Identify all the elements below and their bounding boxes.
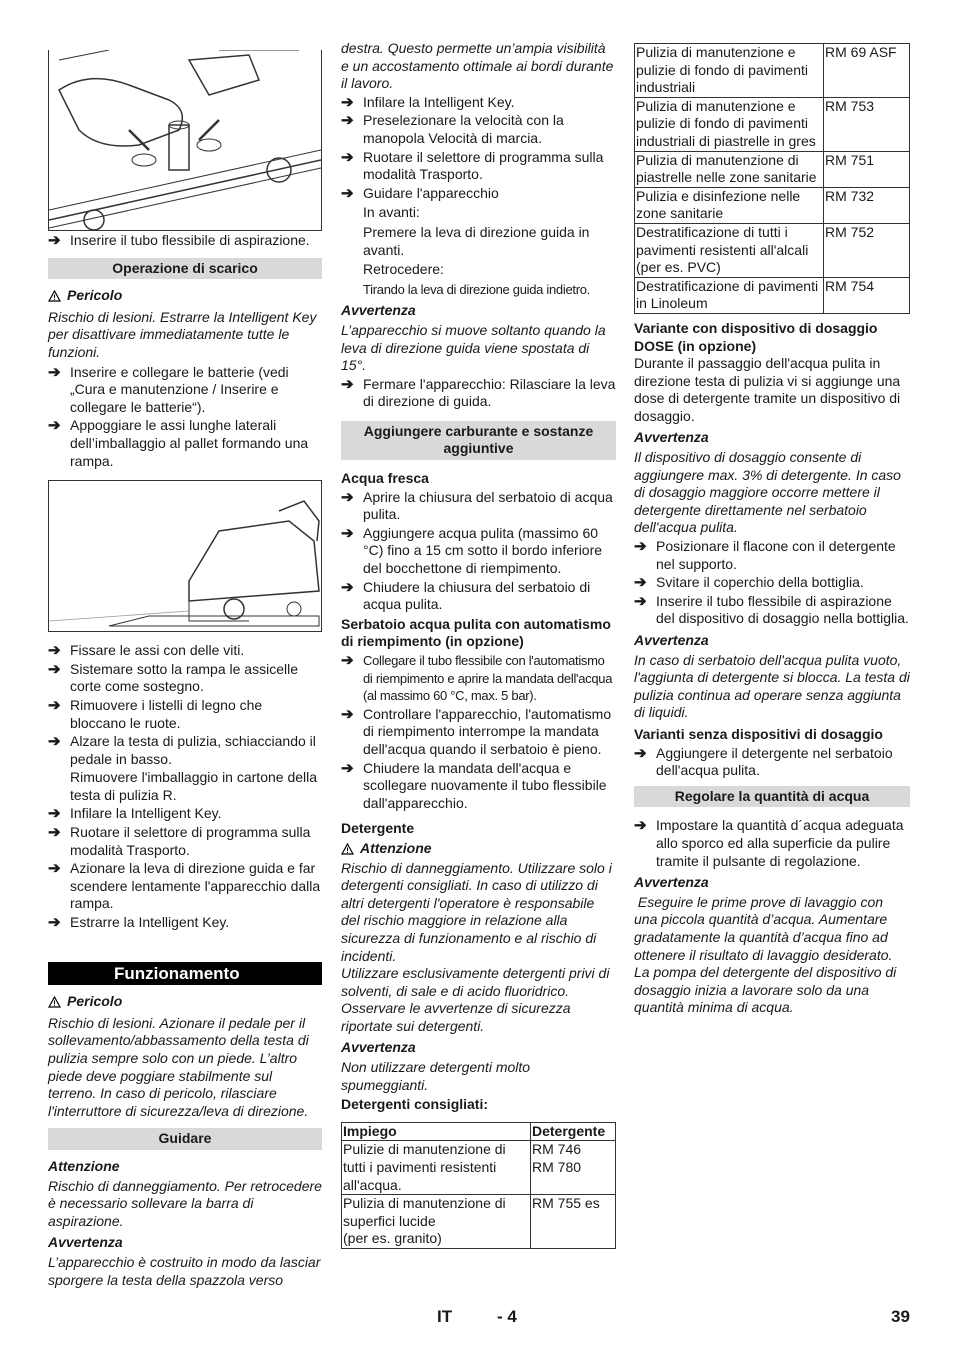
- arrow-icon: ➔: [48, 733, 61, 751]
- body-text: Durante il passaggio dell'acqua pulita in direzione testa di pulizia vi si aggiunge una dose di detergente tramite un dispositivo di dosaggio.: [634, 355, 901, 424]
- warning-triangle-icon: [341, 843, 354, 855]
- step-item: ➔ Controllare l'apparecchio, l'automatismo di riempimento interrompe la mandata dell'acqua quando il serbatoio è pieno.: [341, 705, 612, 757]
- step-item: ➔ Impostare la quantità d´acqua adeguata allo sporco ed alla superficie da pulire tramite il pulsante di regolazione.: [634, 817, 904, 869]
- note-text: Rischio di danneggiamento. Per retrocedere è necessario sollevare la barra di aspirazione.: [48, 1177, 322, 1229]
- figure-machine-ramp: [48, 480, 322, 632]
- note-heading: Avvertenza: [634, 874, 709, 891]
- note-text: destra. Questo permette un’ampia visibilità e un accostamento ottimale ai bordi durante il lavoro.: [341, 40, 614, 92]
- step-item: ➔ Aggiungere il detergente nel serbatoio dell'acqua pulita.: [634, 744, 893, 779]
- warning-triangle-icon: [48, 290, 61, 302]
- step-item: ➔ Appoggiare le assi lunghe laterali dell’imballaggio al pallet formando una rampa.: [48, 417, 309, 469]
- step-item: ➔ Inserire il tubo flessibile di aspirazione.: [48, 232, 310, 249]
- detergent-table-continued: [634, 43, 910, 314]
- step-item: ➔ Sistemare sotto la rampa le assicelle corte come sostegno.: [48, 660, 298, 695]
- table-cell: Destratificazione di pavimenti in Linoleum: [635, 277, 824, 313]
- arrow-icon: ➔: [634, 817, 647, 835]
- column-right: [634, 43, 910, 1017]
- step-item: ➔ Guidare l'apparecchio: [341, 184, 499, 202]
- warning-text: Rischio di lesioni. Azionare il pedale per il sollevamento/abbassamento della testa di pulizia sempre solo con un piede. L’altro piede deve poggiare stabilmente sul terreno. In caso di pericolo, rilasciare l'interruttore di sicurezza/leva di direzione.: [48, 1014, 309, 1119]
- table-header-row: [342, 1122, 616, 1141]
- arrow-icon: ➔: [48, 417, 61, 435]
- warning-text: Osservare le avvertenze di sicurezza riportate sui detergenti.: [341, 1000, 571, 1034]
- step-item: ➔ Rimuovere i listelli di legno che bloccano le ruote.: [48, 696, 263, 731]
- step-item: ➔ Ruotare il selettore di programma sulla modalità Trasporto.: [341, 148, 604, 183]
- warning-text: Rischio di lesioni. Estrarre la Intelligent Key per disattivare immediatamente tutte le funzioni.: [48, 308, 317, 360]
- step-item: ➔ Azionare la leva di direzione guida e far scendere lentamente l'apparecchio dalla rampa.: [48, 860, 321, 912]
- step-item: ➔ Collegare il tubo flessibile con l'automatismo di riempimento e aprire la mandata dell'acqua (al massimo 60 °C, max. 5 bar).: [341, 652, 613, 704]
- suction-hose-illustration: [49, 50, 321, 230]
- section-heading: Aggiungere carburante e sostanze aggiuntive: [341, 421, 616, 460]
- note-text: Eseguire le prime prove di lavaggio con una piccola quantità d’acqua. Aumentare gradatamente la quantità d’acqua fino ad ottenere il risultato di lavaggio desiderato. La pompa del detergente del dispositivo di dosaggio inizia a lavorare solo da una quantità minima di acqua.: [634, 893, 901, 1016]
- arrow-icon: ➔: [341, 93, 354, 111]
- table-row: [635, 223, 910, 277]
- note-heading: Avvertenza: [341, 1039, 416, 1056]
- step-item: ➔ Fermare l'apparecchio: Rilasciare la leva di direzione di guida.: [341, 375, 616, 410]
- table-row: [635, 97, 910, 151]
- table-cell: RM 751: [824, 151, 910, 187]
- step-subtext: Rimuovere l'imballaggio in cartone della testa di pulizia R.: [70, 769, 318, 803]
- warning-heading: Pericolo: [48, 993, 322, 1011]
- note-heading: Attenzione: [48, 1157, 120, 1174]
- arrow-icon: ➔: [341, 148, 354, 166]
- step-item: ➔ Infilare la Intelligent Key.: [341, 93, 515, 111]
- step-item: ➔ Alzare la testa di pulizia, schiacciando il pedale in basso.: [48, 733, 316, 767]
- step-item: ➔ Chiudere la mandata dell'acqua e scollegare nuovamente il tubo flessibile dall'apparecchio.: [341, 759, 607, 811]
- step-subtext: Premere la leva di direzione guida in avanti.: [363, 223, 590, 258]
- table-header-cell: Detergente: [531, 1122, 616, 1141]
- machine-ramp-illustration: [49, 481, 321, 631]
- note-heading: Avvertenza: [634, 429, 709, 446]
- table-cell: RM 754: [824, 277, 910, 313]
- step-item: ➔ Preselezionare la velocità con la manopola Velocità di marcia.: [341, 112, 564, 146]
- step-item: ➔ Aprire la chiusura del serbatoio di acqua pulita.: [341, 488, 613, 523]
- note-text: In caso di serbatoio dell'acqua pulita vuoto, l'aggiunta di detergente si blocca. La testa di pulizia continua ad operare senza aggiunta di liquidi.: [634, 651, 910, 721]
- step-item: ➔ Aggiungere acqua pulita (massimo 60 °C) fino a 15 cm sotto il bordo inferiore del bocchettone di riempimento.: [341, 524, 603, 577]
- arrow-icon: ➔: [341, 375, 354, 393]
- arrow-icon: ➔: [48, 824, 61, 842]
- arrow-icon: ➔: [634, 592, 647, 610]
- footer-language: IT: [437, 1307, 453, 1326]
- section-heading: Guidare: [48, 1128, 322, 1150]
- step-item: ➔ Inserire e collegare le batterie (vedi „Cura e manutenzione / Inserire e collegare le batterie“).: [48, 363, 289, 415]
- arrow-icon: ➔: [48, 232, 61, 249]
- subsection-heading: Detergenti consigliati:: [341, 1096, 489, 1113]
- arrow-icon: ➔: [634, 574, 647, 592]
- arrow-icon: ➔: [48, 914, 61, 932]
- subsection-heading: Serbatoio acqua pulita con automatismo di riempimento (in opzione): [341, 615, 611, 650]
- step-item: ➔ Posizionare il flacone con il detergente nel supporto.: [634, 538, 896, 572]
- arrow-icon: ➔: [341, 524, 354, 542]
- table-cell: RM 753: [824, 97, 910, 151]
- table-row: [635, 44, 910, 98]
- arrow-icon: ➔: [341, 488, 354, 506]
- table-cell: Pulizia di manutenzione di superfici lucide (per es. granito): [342, 1195, 531, 1249]
- step-item: ➔ Infilare la Intelligent Key.: [48, 805, 222, 823]
- arrow-icon: ➔: [48, 660, 61, 678]
- arrow-icon: ➔: [341, 112, 354, 130]
- arrow-icon: ➔: [341, 184, 354, 202]
- table-cell: RM 755 es: [531, 1195, 616, 1249]
- table-cell: Pulizia di manutenzione di piastrelle nelle zone sanitarie: [635, 151, 824, 187]
- column-left: [48, 40, 322, 1289]
- warning-heading: Attenzione: [341, 840, 616, 858]
- warning-heading: Pericolo: [48, 287, 322, 305]
- page-number: 39: [891, 1307, 910, 1326]
- table-row: [342, 1195, 616, 1249]
- table-cell: RM 69 ASF: [824, 44, 910, 98]
- step-item: ➔ Estrarre la Intelligent Key.: [48, 914, 230, 932]
- column-middle: [341, 40, 616, 1249]
- subsection-heading: Acqua fresca: [341, 470, 429, 487]
- table-cell: Pulizia di manutenzione e pulizie di fondo di pavimenti industriali: [635, 44, 824, 98]
- arrow-icon: ➔: [341, 652, 354, 669]
- note-text: L’apparecchio si muove soltanto quando la leva di direzione guida viene spostata di 15°.: [341, 321, 606, 374]
- note-heading: Avvertenza: [634, 632, 709, 648]
- arrow-icon: ➔: [48, 805, 61, 823]
- table-header-cell: Impiego: [342, 1122, 531, 1141]
- step-subtext: Retrocedere:: [363, 261, 444, 278]
- table-cell: Pulizie di manutenzione di tutti i pavimenti resistenti all'acqua.: [342, 1141, 531, 1195]
- warning-text: Rischio di danneggiamento. Utilizzare solo i detergenti consigliati. In caso di utilizzo di altri detergenti l'operatore è responsabile del rischio maggiore in relazione alla sicurezza di funzionamento e al rischio di incidenti.: [341, 859, 612, 964]
- step-item: ➔ Chiudere la chiusura del serbatoio di acqua pulita.: [341, 578, 591, 613]
- table-cell: RM 732: [824, 187, 910, 223]
- arrow-icon: ➔: [634, 538, 647, 556]
- table-row: [635, 187, 910, 223]
- step-item: ➔ Svitare il coperchio della bottiglia.: [634, 574, 864, 592]
- section-heading: Regolare la quantità di acqua: [634, 786, 910, 808]
- table-cell: Pulizia di manutenzione e pulizie di fondo di pavimenti industriali di piastrelle in gres: [635, 97, 824, 151]
- section-heading: Operazione di scarico: [48, 258, 322, 280]
- step-subtext: In avanti:: [363, 204, 420, 221]
- table-cell: Pulizia e disinfezione nelle zone sanitarie: [635, 187, 824, 223]
- table-row: [635, 151, 910, 187]
- note-text: Il dispositivo di dosaggio consente di aggiungere max. 3% di detergente. In caso di dosaggio maggiore occorre mettere il detergente direttamente nel serbatoio dell'acqua pulita.: [634, 449, 901, 536]
- note-text: Non utilizzare detergenti molto spumeggianti.: [341, 1059, 531, 1093]
- subsection-heading: Detergente: [341, 820, 415, 837]
- figure-suction-hose: [48, 50, 322, 231]
- table-cell: RM 752: [824, 223, 910, 277]
- arrow-icon: ➔: [48, 860, 61, 878]
- subsection-heading: Variante con dispositivo di dosaggio DOSE (in opzione): [634, 319, 878, 354]
- arrow-icon: ➔: [341, 705, 354, 723]
- arrow-icon: ➔: [341, 578, 354, 596]
- note-heading: Avvertenza: [341, 302, 416, 319]
- note-text: L’apparecchio è costruito in modo da lasciar sporgere la testa della spazzola verso: [48, 1253, 321, 1288]
- table-row: [342, 1141, 616, 1195]
- arrow-icon: ➔: [341, 759, 354, 777]
- warning-text: Utilizzare esclusivamente detergenti privi di solventi, di sale e di acido fluoridrico.: [341, 965, 610, 999]
- step-item: ➔ Fissare le assi con delle viti.: [48, 642, 245, 660]
- note-heading: Avvertenza: [48, 1234, 123, 1251]
- table-cell: RM 746 RM 780: [531, 1141, 616, 1195]
- arrow-icon: ➔: [48, 642, 61, 660]
- table-cell: Destratificazione di tutti i pavimenti resistenti all'alcali (per es. PVC): [635, 223, 824, 277]
- step-item: ➔ Inserire il tubo flessibile di aspirazione del dispositivo di dosaggio nella bottiglia.: [634, 592, 909, 627]
- chapter-heading: Funzionamento: [48, 962, 322, 986]
- step-subtext: Tirando la leva di direzione guida indietro.: [363, 281, 590, 297]
- table-row: [635, 277, 910, 313]
- detergent-table: [341, 1122, 616, 1249]
- arrow-icon: ➔: [634, 744, 647, 762]
- subsection-heading: Varianti senza dispositivi di dosaggio: [634, 725, 883, 742]
- step-item: ➔ Ruotare il selettore di programma sulla modalità Trasporto.: [48, 824, 311, 858]
- warning-triangle-icon: [48, 996, 61, 1008]
- arrow-icon: ➔: [48, 363, 61, 381]
- arrow-icon: ➔: [48, 696, 61, 714]
- footer-code: - 4: [497, 1307, 517, 1326]
